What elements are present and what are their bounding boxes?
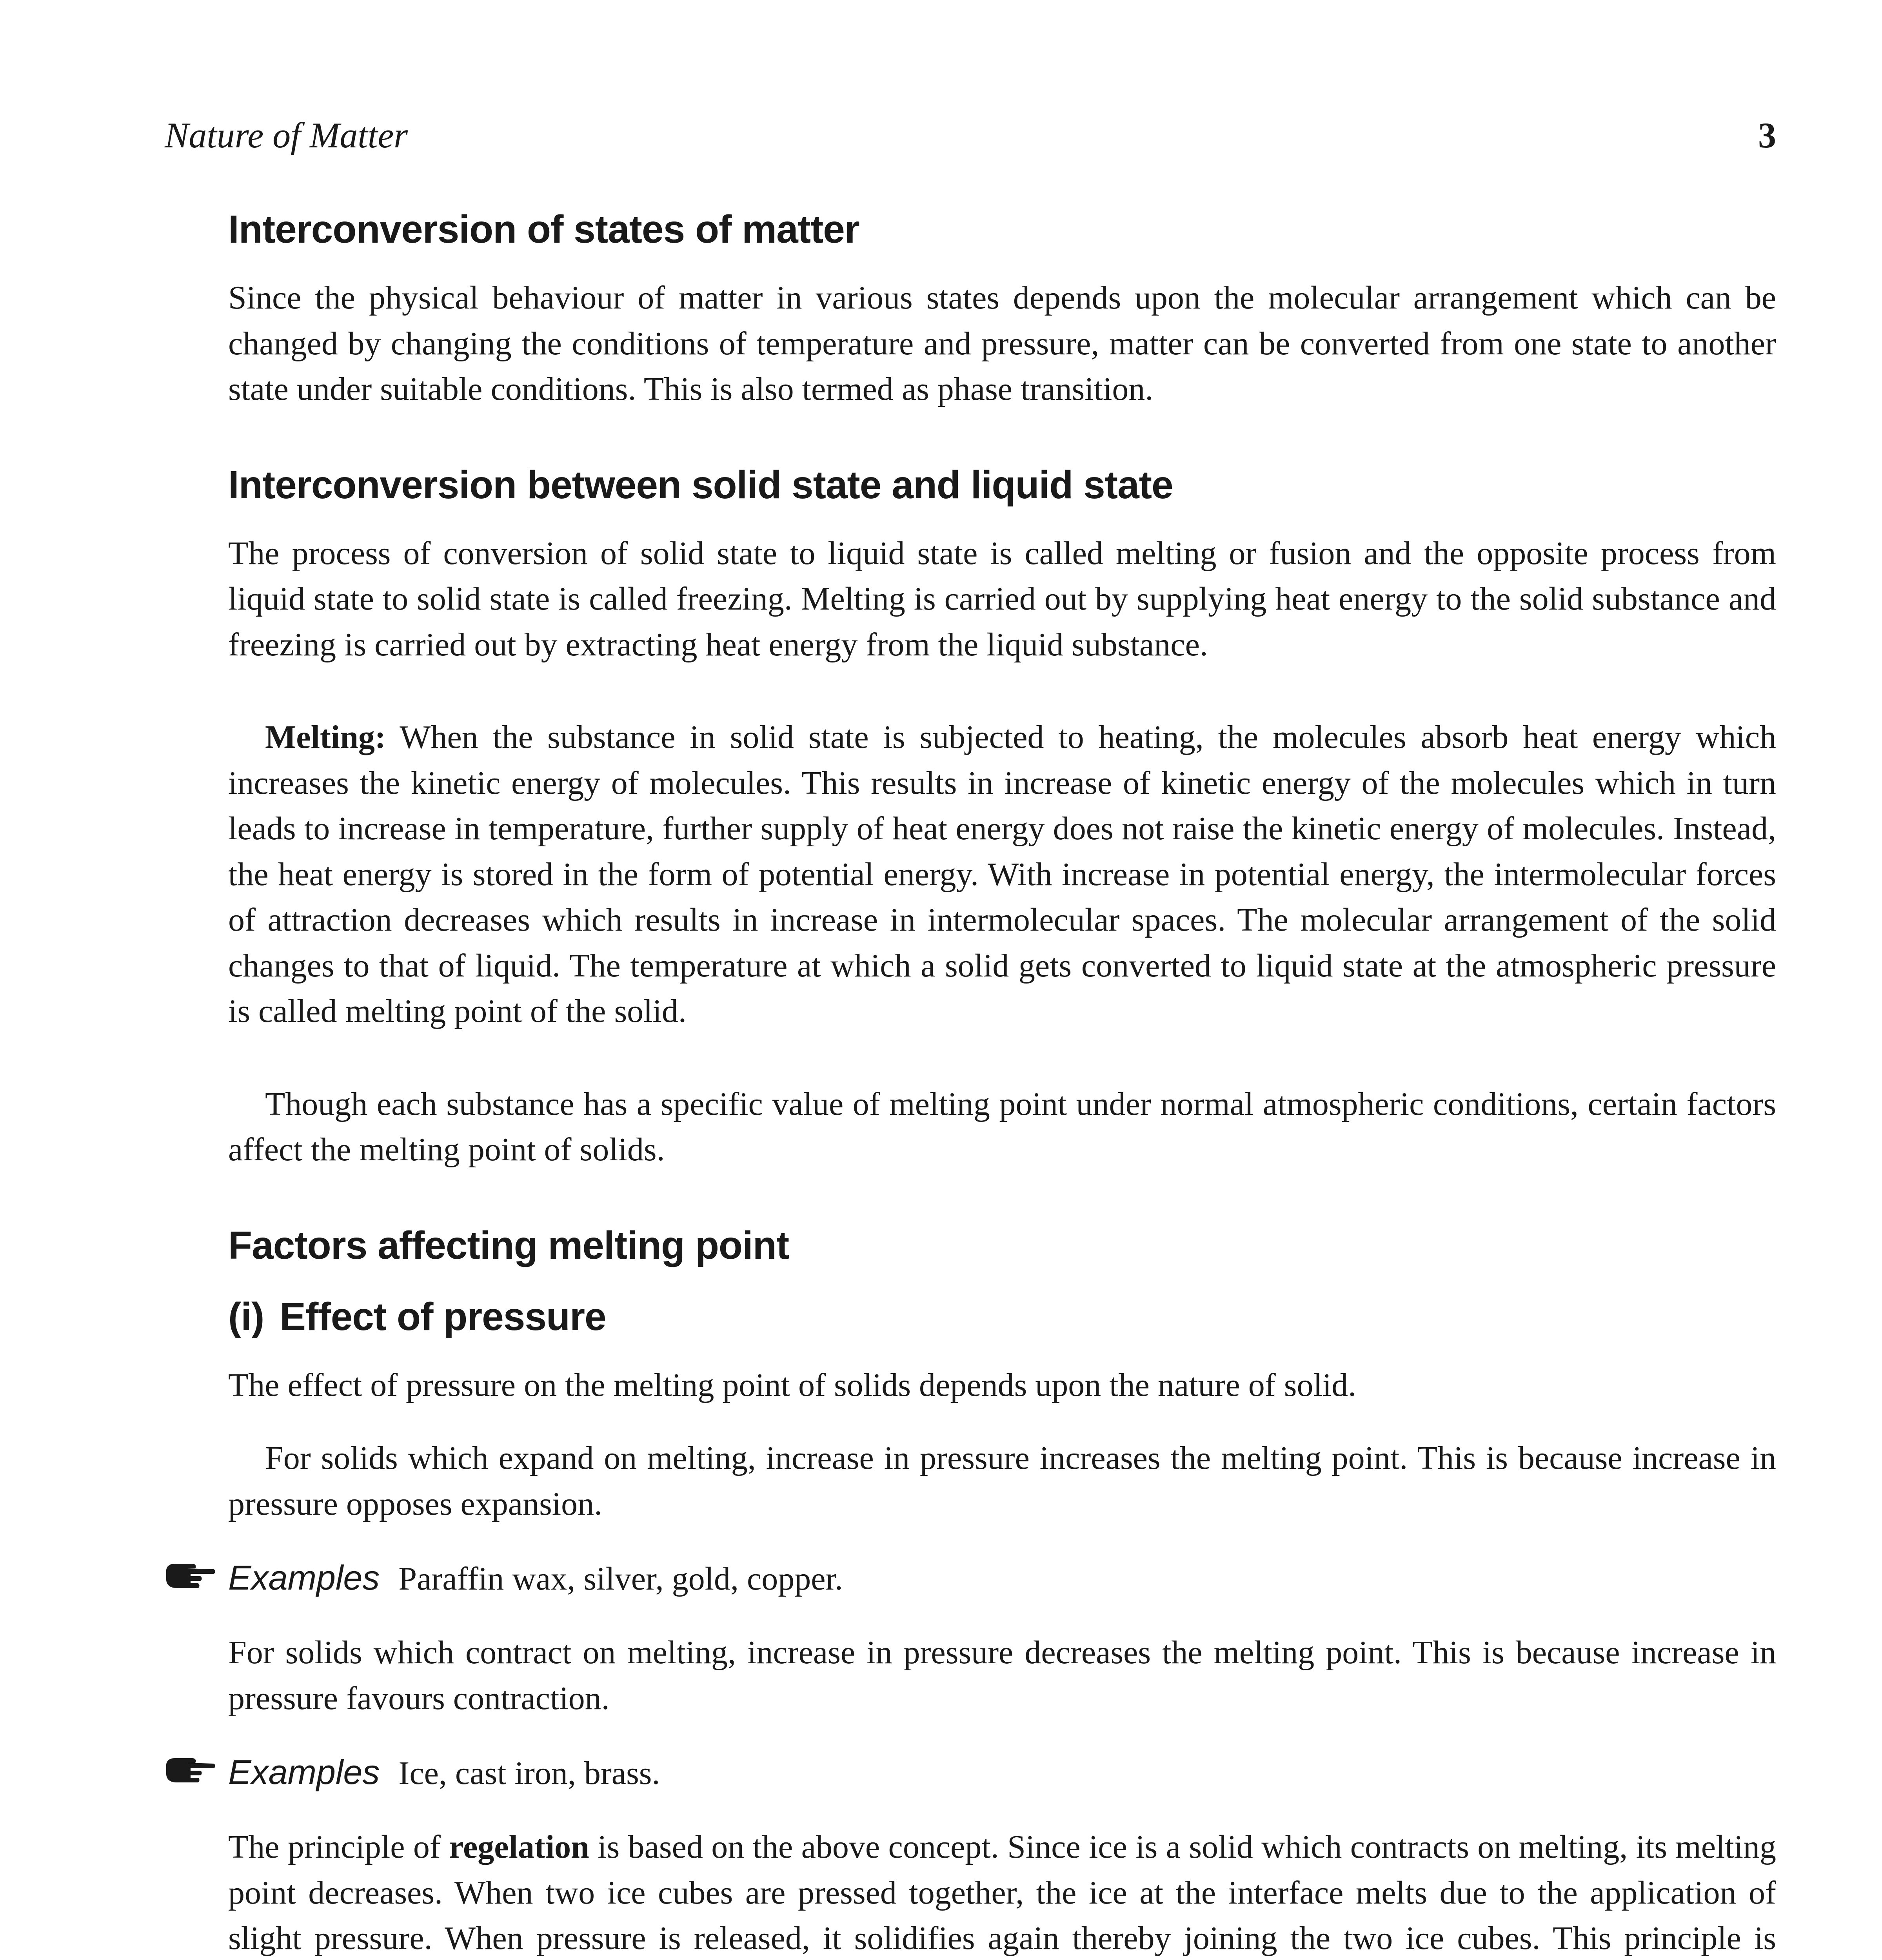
pressure-number: (i) [228,1294,264,1339]
paragraph-solid-liquid: The process of conversion of solid state to liquid state is called melting or fusion and the opposite process from liquid state to solid state is called freezing. Melting is carried out by supplying heat energy to the solid substance and freezing is carried out by extracting heat energy from the liquid substance. [228,535,1776,663]
examples-text: Ice, cast iron, brass. [398,1755,660,1791]
running-head [165,112,1776,159]
heading-solid-liquid: Interconversion between solid state and liquid state [228,463,1173,507]
example-expand [228,1554,1776,1602]
pointing-hand-icon [165,1755,216,1786]
examples-label: Examples [228,1558,380,1597]
paragraph-though: Though each substance has a specific value of melting point under normal atmospheric conditions, certain factors affect the melting point of solids. [228,1085,1776,1168]
paragraph-interconversion: Since the physical behaviour of matter in various states depends upon the molecular arrangement which can be changed by changing the conditions of temperature and pressure, matter can be converted from one state to another state under suitable conditions. This is also termed as phase transition. [228,279,1776,407]
paragraph-contract: For solids which contract on melting, increase in pressure decreases the melting point. This is because increase in pressure favours contraction. [228,1634,1776,1717]
examples-text: Paraffin wax, silver, gold, copper. [398,1561,843,1597]
paragraph-melting [228,715,1776,1034]
page-number: 3 [1758,115,1776,155]
heading-factors: Factors affecting melting point [228,1223,789,1267]
paragraph-pressure-intro: The effect of pressure on the melting point of solids depends upon the nature of solid. [228,1367,1357,1403]
example-contract [228,1749,1776,1797]
melting-text: When the substance in solid state is subjected to heating, the molecules absorb heat energy which increases the kinetic energy of molecules. This results in increase of kinetic energy of the molecules which in turn leads to increase in temperature, further supply of heat energy does not raise the kinetic energy of molecules. Instead, the heat energy is stored in the form of potential energy. With increase in potential energy, the intermolecular forces of attraction decreases which results in increase in intermolecular spaces. The molecular arrangement of the solid changes to that of liquid. The temperature at which a solid gets converted to liquid state at the atmospheric pressure is called melting point of the solid. [228,719,1776,1029]
regelation-before: The principle of [228,1829,449,1865]
melting-label: Melting: [265,719,386,755]
paragraph-expand: For solids which expand on melting, increase in pressure increases the melting point. This is because increase in pressure opposes expansion. [228,1440,1776,1522]
paragraph-regelation [228,1824,1776,1960]
heading-effect-of-pressure [228,1291,1776,1342]
pointing-hand-icon [165,1561,216,1592]
examples-label: Examples [228,1753,380,1791]
page-content [228,204,1776,1960]
regelation-term: regelation [449,1829,589,1865]
regelation-after: is based on the above concept. Since ice is a solid which contracts on melting, its melting point decreases. When two ice cubes are pressed together, the ice at the interface melts due to the application of slight pressure. When pressure is released, it solidifies again thereby joining the two ice cubes. This principle is [228,1829,1776,1956]
heading-interconversion: Interconversion of states of matter [228,207,859,251]
running-title: Nature of Matter [165,115,408,155]
pressure-title: Effect of pressure [280,1294,606,1339]
